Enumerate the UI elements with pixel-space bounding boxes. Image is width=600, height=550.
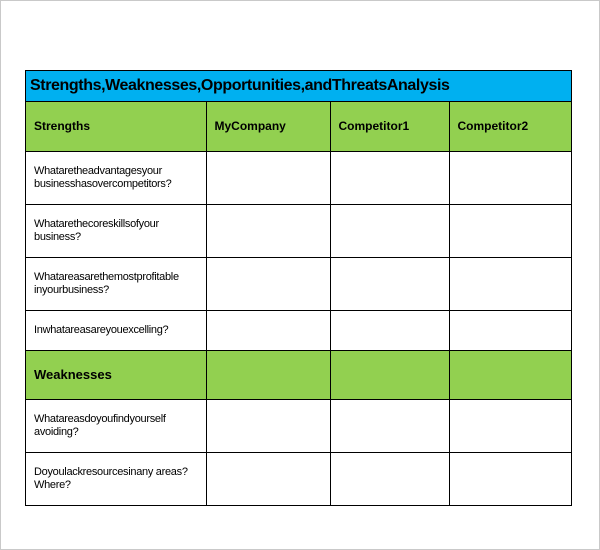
section-cell <box>206 350 330 399</box>
header-competitor-2: Competitor2 <box>449 102 571 151</box>
question-cell: Whatarethecoreskillsofyour business? <box>26 204 206 257</box>
competitor-2-cell[interactable] <box>449 204 571 257</box>
question-cell: Doyoulackresourcesinany areas?Where? <box>26 452 206 505</box>
table-row <box>26 151 571 204</box>
question-cell: Whatareasdoyoufindyourself avoiding? <box>26 399 206 452</box>
table-row <box>26 452 571 505</box>
swot-table <box>26 102 571 506</box>
weaknesses-section-row <box>26 350 571 399</box>
section-cell <box>330 350 449 399</box>
question-cell: Inwhatareasareyouexcelling? <box>26 310 206 350</box>
my-company-cell[interactable] <box>206 257 330 310</box>
competitor-1-cell[interactable] <box>330 399 449 452</box>
competitor-1-cell[interactable] <box>330 204 449 257</box>
question-cell: Whataretheadvantagesyour businesshasovercompetitors? <box>26 151 206 204</box>
my-company-cell[interactable] <box>206 310 330 350</box>
header-competitor-1: Competitor1 <box>330 102 449 151</box>
table-row <box>26 399 571 452</box>
competitor-1-cell[interactable] <box>330 151 449 204</box>
competitor-2-cell[interactable] <box>449 399 571 452</box>
my-company-cell[interactable] <box>206 399 330 452</box>
competitor-1-cell[interactable] <box>330 257 449 310</box>
competitor-1-cell[interactable] <box>330 310 449 350</box>
competitor-2-cell[interactable] <box>449 257 571 310</box>
table-row <box>26 257 571 310</box>
header-my-company: MyCompany <box>206 102 330 151</box>
weaknesses-label: Weaknesses <box>26 350 206 399</box>
table-row <box>26 204 571 257</box>
header-row <box>26 102 571 151</box>
question-cell: Whatareasarethemostprofitable inyourbusiness? <box>26 257 206 310</box>
competitor-2-cell[interactable] <box>449 452 571 505</box>
section-cell <box>449 350 571 399</box>
swot-analysis-sheet <box>25 70 572 506</box>
my-company-cell[interactable] <box>206 452 330 505</box>
sheet-title: Strengths,Weaknesses,Opportunities,andThreatsAnalysis <box>26 71 571 102</box>
my-company-cell[interactable] <box>206 151 330 204</box>
competitor-1-cell[interactable] <box>330 452 449 505</box>
competitor-2-cell[interactable] <box>449 151 571 204</box>
competitor-2-cell[interactable] <box>449 310 571 350</box>
table-row <box>26 310 571 350</box>
header-strengths: Strengths <box>26 102 206 151</box>
my-company-cell[interactable] <box>206 204 330 257</box>
